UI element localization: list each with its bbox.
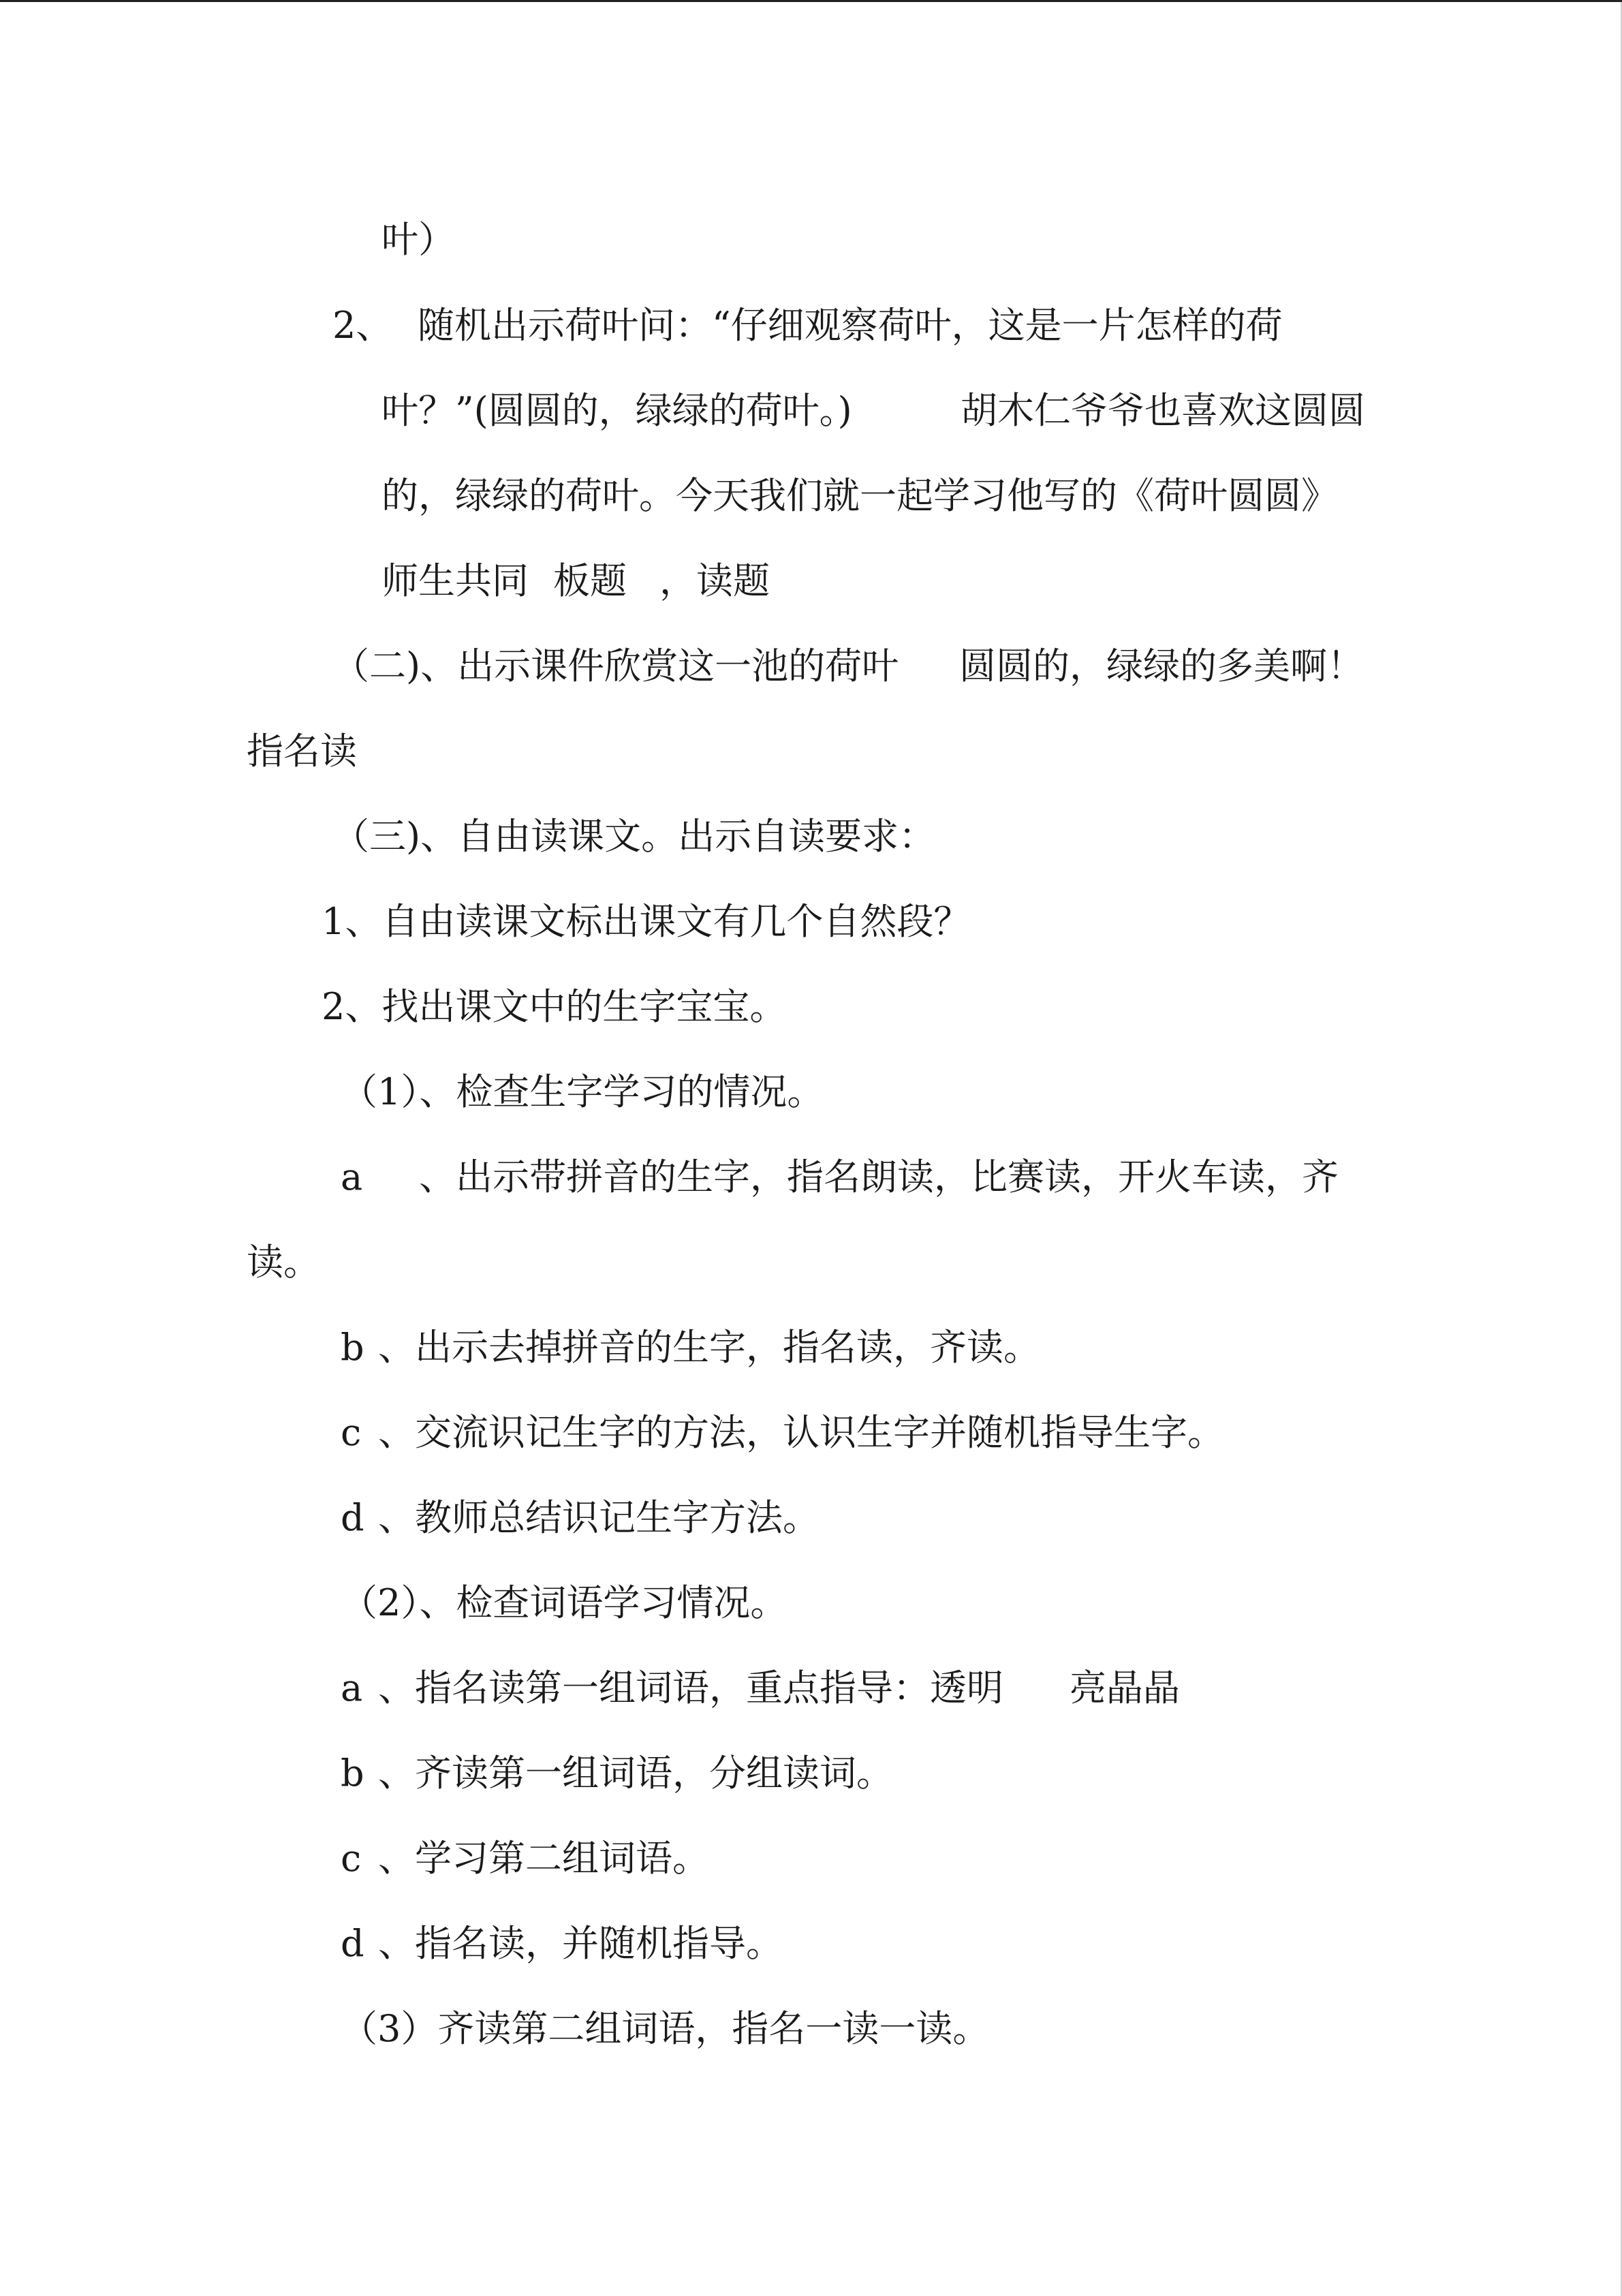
text-segment: （二)、出示课件欣赏这一池的荷叶	[332, 645, 899, 687]
text-segment: 圆圆的，绿绿的多美啊！	[959, 645, 1364, 687]
text-segment: ，读题	[659, 559, 770, 602]
text-segment: （三)、自由读课文。出示自读要求：	[332, 815, 936, 858]
text-segment: 、指名读第一组词语，重点指导：透明	[378, 1666, 1003, 1709]
text-segment: 、教师总结识记生字方法。	[378, 1496, 820, 1539]
item-letter: a	[341, 1155, 363, 1198]
text-segment: 1、自由读课文标出课文有几个自然段？	[322, 900, 971, 943]
list-number: 2、	[332, 304, 393, 347]
text-segment: 读。	[247, 1241, 320, 1284]
text-segment: 亮晶晶	[1070, 1666, 1180, 1709]
text-segment: 、指名读，并随机指导。	[378, 1922, 783, 1965]
text-segment: 师生共同	[381, 559, 529, 602]
text-segment: 板题	[553, 559, 627, 602]
text-segment: （2）、检查词语学习情况。	[341, 1581, 787, 1624]
item-letter: c	[341, 1411, 362, 1454]
text-line	[247, 1239, 320, 1382]
text-segment: 叶）	[381, 218, 455, 261]
item-letter: a	[341, 1666, 363, 1709]
item-letter: d	[341, 1922, 364, 1965]
text-segment: （3）齐读第二组词语，指名一读一读。	[341, 2007, 990, 2050]
text-segment: 、学习第二组词语。	[378, 1837, 709, 1880]
text-segment: 叶？”(圆圆的，绿绿的荷叶。)	[381, 389, 852, 432]
text-segment: 随机出示荷叶问：“仔细观察荷叶，这是一片怎样的荷	[418, 304, 1283, 347]
text-segment: 的，绿绿的荷叶。今天我们就一起学习他写的《荷叶圆圆》	[381, 474, 1338, 517]
item-letter: b	[341, 1752, 364, 1795]
text-segment: 、交流识记生字的方法，认识生字并随机指导生字。	[378, 1411, 1224, 1454]
text-segment: 指名读	[247, 730, 357, 773]
text-segment: （1）、检查生字学习的情况。	[341, 1070, 824, 1113]
text-segment: 、出示带拼音的生字，指名朗读，比赛读，开火车读，齐	[419, 1155, 1339, 1198]
text-segment: 2、找出课文中的生字宝宝。	[322, 985, 787, 1028]
sub-heading	[341, 2005, 990, 2148]
item-letter: d	[341, 1496, 364, 1539]
text-line	[247, 728, 357, 871]
list-item	[341, 1153, 1339, 1344]
text-segment: 胡木仁爷爷也喜欢这圆圆	[961, 389, 1365, 432]
item-letter: b	[341, 1326, 364, 1369]
item-letter: c	[341, 1837, 362, 1880]
text-segment: 、出示去掉拼音的生字，指名读，齐读。	[378, 1326, 1040, 1369]
text-segment: 、齐读第一组词语，分组读词。	[378, 1752, 893, 1795]
